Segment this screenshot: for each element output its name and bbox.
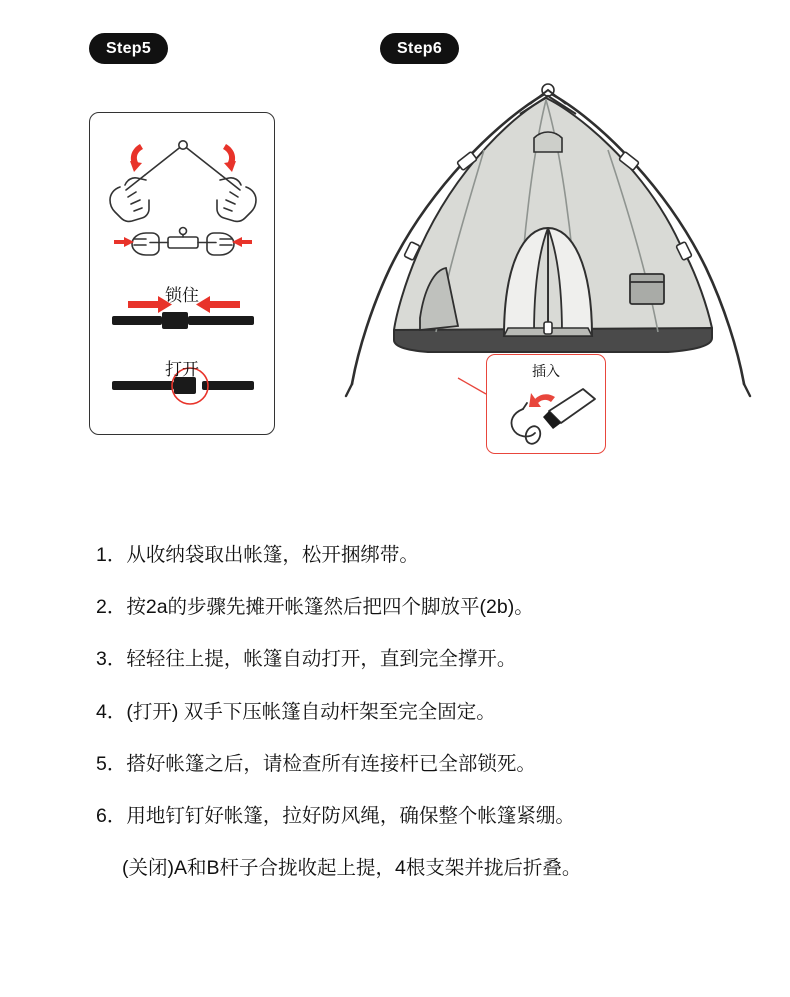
- lock-label: 锁住: [165, 286, 199, 305]
- list-item: 1．从收纳袋取出帐篷，松开捆绑带。: [96, 544, 419, 566]
- list-item: 2．按2a的步骤先摊开帐篷然后把四个脚放平(2b)。: [96, 596, 534, 619]
- list-item: 4．(打开) 双手下压帐篷自动杆架至完全固定。: [96, 700, 496, 723]
- step5-label: Step5: [106, 39, 152, 57]
- open-label: 打开: [165, 360, 199, 379]
- step5-illustration: [89, 112, 275, 435]
- instruction-list: [96, 540, 736, 884]
- step6-badge: [380, 33, 459, 64]
- list-item-closing-note: (关闭)A和B杆子合拢收起上提，4根支架并拢后折叠。: [122, 857, 582, 880]
- step6-illustration: [308, 78, 788, 478]
- step5-badge: [89, 33, 168, 64]
- insert-detail-inset: [486, 354, 606, 454]
- list-item: 6．用地钉钉好帐篷，拉好防风绳，确保整个帐篷紧绷。: [96, 805, 575, 828]
- step5-diagram-svg: [90, 113, 275, 435]
- list-item: 5．搭好帐篷之后，请检查所有连接杆已全部锁死。: [96, 752, 536, 775]
- content-sheet: [8, 0, 782, 990]
- list-item: 3．轻轻往上提，帐篷自动打开，直到完全撑开。: [96, 648, 517, 671]
- insert-label: 插入: [532, 363, 560, 379]
- step6-label: Step6: [397, 39, 443, 57]
